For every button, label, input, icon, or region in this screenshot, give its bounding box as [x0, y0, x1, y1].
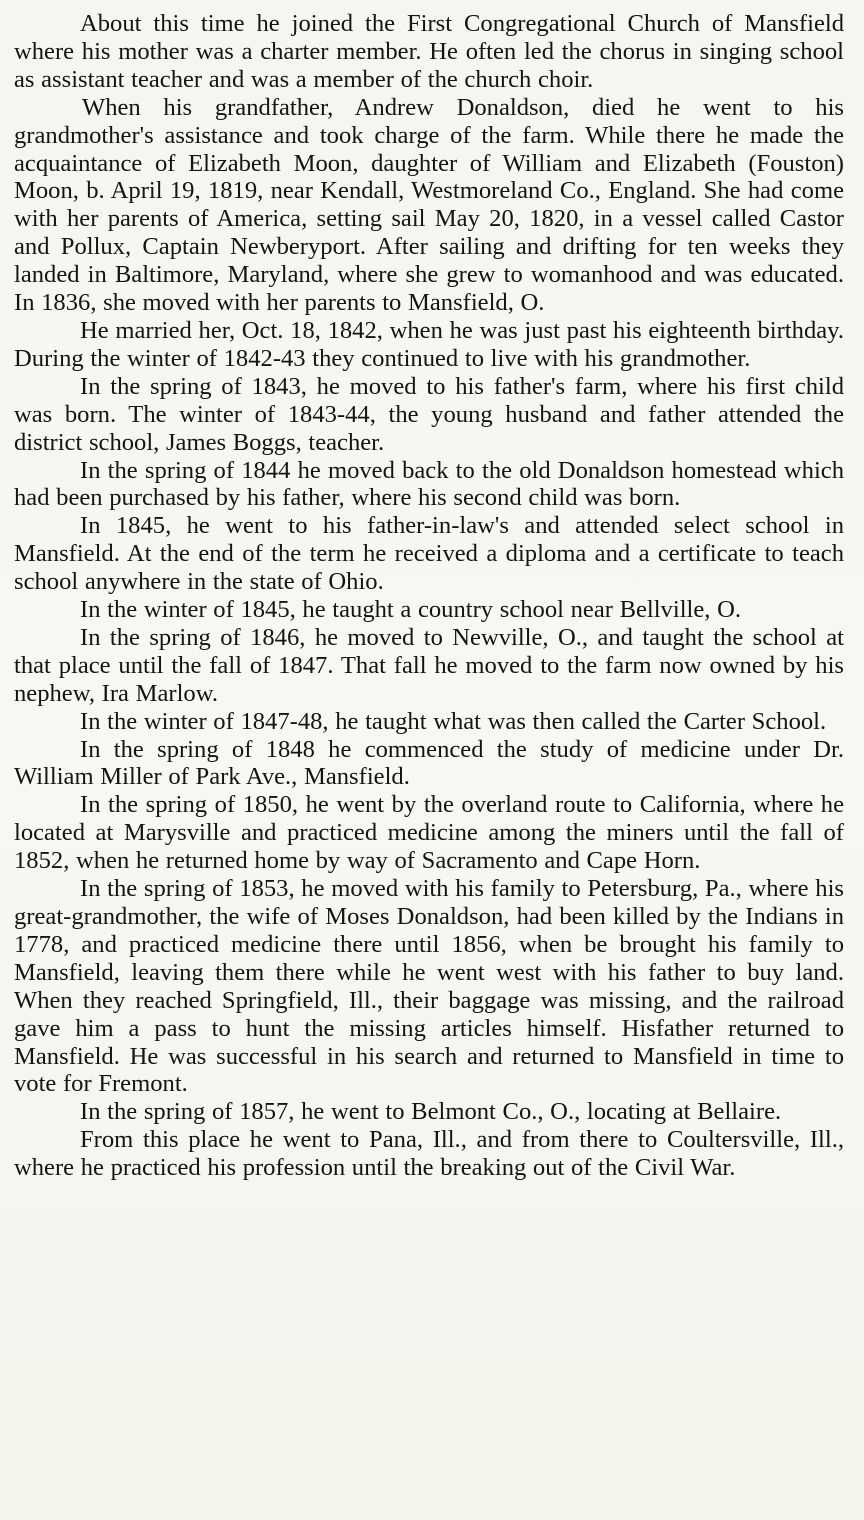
paragraph-spring-1848: In the spring of 1848 he commenced the study of medicine under Dr. William Miller of Park Ave., Mansfield. — [14, 735, 844, 791]
paragraph-spring-1844: In the spring of 1844 he moved back to the old Donaldson homestead which had been purchased by his father, where his second child was born. — [14, 456, 844, 512]
paragraph-pana: From this place he went to Pana, Ill., and from there to Coultersville, Ill., where he practiced his profession until the breaking out of the Civil War. — [14, 1126, 844, 1182]
paragraph-spring-1846: In the spring of 1846, he moved to Newville, O., and taught the school at that place until the fall of 1847. That fall he moved to the farm now owned by his nephew, Ira Marlow. — [14, 623, 844, 707]
paragraph-church: About this time he joined the First Congregational Church of Mansfield where his mother was a charter member. He often led the chorus in singing school as assistant teacher and was a member of the church choir. — [14, 10, 844, 93]
paragraph-grandfather: When his grandfather, Andrew Donaldson, died he went to his grandmother's assistance and took charge of the farm. While there he made the acquaintance of Elizabeth Moon, daughter of William and Elizabeth (Fouston) Moon, b. April 19, 1819, near Kendall, Westmoreland Co., England. She had come with her parents of America, setting sail May 20, 1820, in a vessel called Castor and Pollux, Captain Newberyport. After sailing and drifting for ten weeks they landed in Baltimore, Maryland, where she grew to womanhood and was educated. In 1836, she moved with her parents to Mansfield, O. — [14, 93, 844, 317]
paragraph-spring-1853: In the spring of 1853, he moved with his family to Petersburg, Pa., where his great-grandmother, the wife of Moses Donaldson, had been killed by the Indians in 1778, and practiced medicine there until 1856, when be brought his family to Mansfield, leaving them there while he went west with his father to buy land. When they reached Springfield, Ill., their baggage was missing, and the railroad gave him a pass to hunt the missing articles himself. Hisfather returned to Mansfield. He was successful in his search and returned to Mansfield in time to vote for Fremont. — [14, 875, 844, 1098]
body-text — [14, 10, 844, 1182]
paragraph-marriage: He married her, Oct. 18, 1842, when he was just past his eighteenth birthday. During the winter of 1842-43 they continued to live with his grandmother. — [14, 316, 844, 372]
paragraph-spring-1850: In the spring of 1850, he went by the overland route to California, where he located at Marysville and practiced medicine among the miners until the fall of 1852, when he returned home by way of Sacramento and Cape Horn. — [14, 791, 844, 875]
paragraph-spring-1857: In the spring of 1857, he went to Belmont Co., O., locating at Bellaire. — [80, 1098, 782, 1126]
paragraph-winter-1845: In the winter of 1845, he taught a country school near Bellville, O. — [80, 596, 741, 624]
paragraph-winter-1847: In the winter of 1847-48, he taught what was then called the Carter School. — [80, 707, 827, 735]
paragraph-1845-school: In 1845, he went to his father-in-law's and attended select school in Mansfield. At the end of the term he received a diploma and a certificate to teach school anywhere in the state of Ohio. — [14, 512, 844, 596]
paragraph-spring-1843: In the spring of 1843, he moved to his father's farm, where his first child was born. The winter of 1843-44, the young husband and father attended the district school, James Boggs, teacher. — [14, 372, 844, 456]
